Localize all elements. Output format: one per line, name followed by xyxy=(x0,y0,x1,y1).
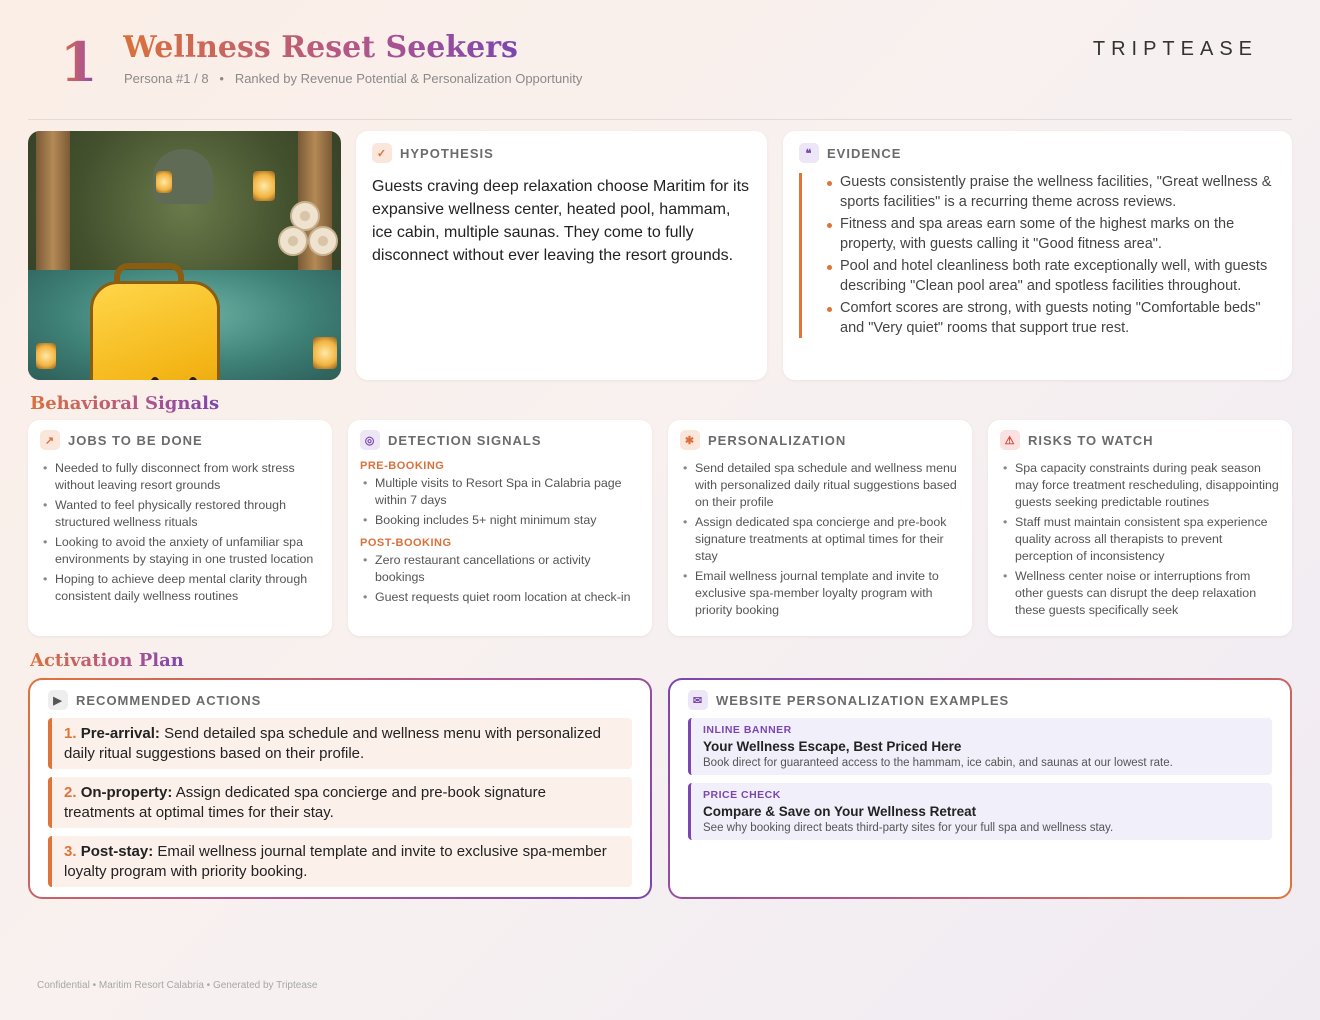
actions-label: RECOMMENDED ACTIONS xyxy=(76,692,262,708)
action-number: 2. xyxy=(64,784,77,801)
evidence-card xyxy=(783,131,1292,380)
detection-signals-card xyxy=(348,420,652,636)
detection-label: DETECTION SIGNALS xyxy=(388,432,542,448)
ranking-note: Ranked by Revenue Potential & Personalization Opportunity xyxy=(234,71,583,86)
jobs-header xyxy=(40,430,320,450)
action-phase: On-property: xyxy=(80,784,173,801)
personalization-header xyxy=(680,430,960,450)
list-item: • Wanted to feel physically restored through structured wellness rituals xyxy=(40,497,320,531)
candle-icon xyxy=(313,337,337,369)
example-description: Book direct for guaranteed access to the hammam, ice cabin, and saunas at our lowest rate. xyxy=(703,757,1173,769)
website-header xyxy=(688,690,1272,710)
page-footer: Confidential • Maritim Resort Calabria • Generated by Triptease xyxy=(37,980,318,991)
list-item: • Spa capacity constraints during peak season may force treatment rescheduling, disappointing guests seeking predictable routines xyxy=(1000,460,1280,511)
quote-icon: ❝ xyxy=(799,143,819,163)
pre-booking-label: PRE-BOOKING xyxy=(360,460,445,472)
example-headline: Your Wellness Escape, Best Priced Here xyxy=(703,739,962,754)
list-item: • Guest requests quiet room location at check-in xyxy=(360,589,640,606)
candle-icon xyxy=(156,171,172,193)
list-item: • Hoping to achieve deep mental clarity through consistent daily wellness routines xyxy=(40,571,320,605)
list-item: • Zero restaurant cancellations or activity bookings xyxy=(360,552,640,586)
hypothesis-header xyxy=(372,143,751,163)
hypothesis-card xyxy=(356,131,767,380)
action-item xyxy=(48,777,632,828)
example-description: See why booking direct beats third-party sites for your full spa and wellness stay. xyxy=(703,822,1114,834)
asterisk-icon: ✱ xyxy=(680,430,700,450)
website-label: WEBSITE PERSONALIZATION EXAMPLES xyxy=(716,692,1010,708)
warning-icon: ⚠ xyxy=(1000,430,1020,450)
play-icon: ▶ xyxy=(48,690,68,710)
list-item: • Staff must maintain consistent spa experience quality across all therapists to prevent perception of inconsistency xyxy=(1000,514,1280,565)
evidence-item: Pool and hotel cleanliness both rate exceptionally well, with guests describing "Clean pool area" and spotless facilities throughout. xyxy=(816,257,1276,296)
action-text: Email wellness journal template and invite to exclusive spa-member loyalty program with priority booking. xyxy=(64,843,607,880)
evidence-item: Fitness and spa areas earn some of the highest marks on the property, with guests calling it "Good fitness area". xyxy=(816,215,1276,254)
action-text: Assign dedicated spa concierge and pre-book signature treatments at optimal times for their stay. xyxy=(64,784,546,821)
action-phase: Post-stay: xyxy=(80,843,154,860)
post-booking-list xyxy=(360,552,640,606)
mail-icon: ✉ xyxy=(688,690,708,710)
candle-icon xyxy=(36,343,56,369)
website-personalization-card xyxy=(668,678,1292,899)
list-item: • Multiple visits to Resort Spa in Calabria page within 7 days xyxy=(360,475,640,509)
action-number: 3. xyxy=(64,843,77,860)
list-item: • Email wellness journal template and invite to exclusive spa-member loyalty program with priority booking xyxy=(680,568,960,619)
evidence-label: EVIDENCE xyxy=(827,145,902,161)
personalization-list xyxy=(680,460,960,619)
actions-header xyxy=(48,690,632,710)
hypothesis-label: HYPOTHESIS xyxy=(400,145,494,161)
evidence-item: Guests consistently praise the wellness facilities, "Great wellness & sports facilities" is a recurring theme across reviews. xyxy=(816,173,1276,212)
risks-label: RISKS TO WATCH xyxy=(1028,432,1154,448)
pre-booking-list xyxy=(360,475,640,529)
page-header xyxy=(0,0,1320,120)
hypothesis-text: Guests craving deep relaxation choose Maritim for its expansive wellness center, heated pool, hammam, ice cabin, multiple saunas. They come to fully disconnect without ever leaving the resort grounds. xyxy=(372,178,750,264)
website-example xyxy=(688,718,1272,775)
personalization-card xyxy=(668,420,972,636)
action-number: 1. xyxy=(64,725,77,742)
risks-list xyxy=(1000,460,1280,619)
check-icon: ✓ xyxy=(372,143,392,163)
evidence-item: Comfort scores are strong, with guests noting "Comfortable beds" and "Very quiet" rooms that support true rest. xyxy=(816,299,1276,338)
header-divider xyxy=(28,119,1292,120)
personalization-label: PERSONALIZATION xyxy=(708,432,847,448)
towel-icon xyxy=(308,226,338,256)
page-title: Wellness Reset Seekers xyxy=(123,30,518,65)
list-item: • Assign dedicated spa concierge and pre-book signature treatments at optimal times for their stay xyxy=(680,514,960,565)
action-item xyxy=(48,718,632,769)
lantern-icon xyxy=(253,171,275,201)
arrow-up-right-icon: ↗ xyxy=(40,430,60,450)
action-phase: Pre-arrival: xyxy=(80,725,160,742)
persona-rank: 1 xyxy=(60,30,98,94)
activation-plan-title: Activation Plan xyxy=(30,650,184,671)
example-headline: Compare & Save on Your Wellness Retreat xyxy=(703,804,977,819)
brand-logo: TRIPTEASE xyxy=(1092,38,1258,60)
list-item: • Send detailed spa schedule and wellness menu with personalized daily ritual suggestions based on their profile xyxy=(680,460,960,511)
example-tag: INLINE BANNER xyxy=(703,724,792,736)
behavioral-signals-title: Behavioral Signals xyxy=(30,393,220,414)
website-example xyxy=(688,783,1272,840)
evidence-list xyxy=(799,173,1276,338)
list-item: • Booking includes 5+ night minimum stay xyxy=(360,512,640,529)
evidence-header xyxy=(799,143,1276,163)
target-icon: ◎ xyxy=(360,430,380,450)
separator-dot: • xyxy=(212,71,232,86)
persona-illustration xyxy=(28,131,341,380)
jobs-list xyxy=(40,460,320,605)
list-item: • Needed to fully disconnect from work stress without leaving resort grounds xyxy=(40,460,320,494)
example-tag: PRICE CHECK xyxy=(703,789,781,801)
risks-header xyxy=(1000,430,1280,450)
recommended-actions-card xyxy=(28,678,652,899)
post-booking-label: POST-BOOKING xyxy=(360,537,452,549)
action-text: Send detailed spa schedule and wellness menu with personalized daily ritual suggestions based on their profile. xyxy=(64,725,602,762)
page-subtitle xyxy=(124,71,582,86)
jobs-to-be-done-card xyxy=(28,420,332,636)
list-item: • Wellness center noise or interruptions from other guests can disrupt the deep relaxation these guests specifically seek xyxy=(1000,568,1280,619)
detection-header xyxy=(360,430,640,450)
persona-index: Persona #1 / 8 xyxy=(124,71,209,86)
risks-card xyxy=(988,420,1292,636)
list-item: • Looking to avoid the anxiety of unfamiliar spa environments by staying in one trusted location xyxy=(40,534,320,568)
jobs-label: JOBS TO BE DONE xyxy=(68,432,203,448)
suitcase-mascot xyxy=(90,281,220,380)
action-item xyxy=(48,836,632,887)
towel-icon xyxy=(278,226,308,256)
